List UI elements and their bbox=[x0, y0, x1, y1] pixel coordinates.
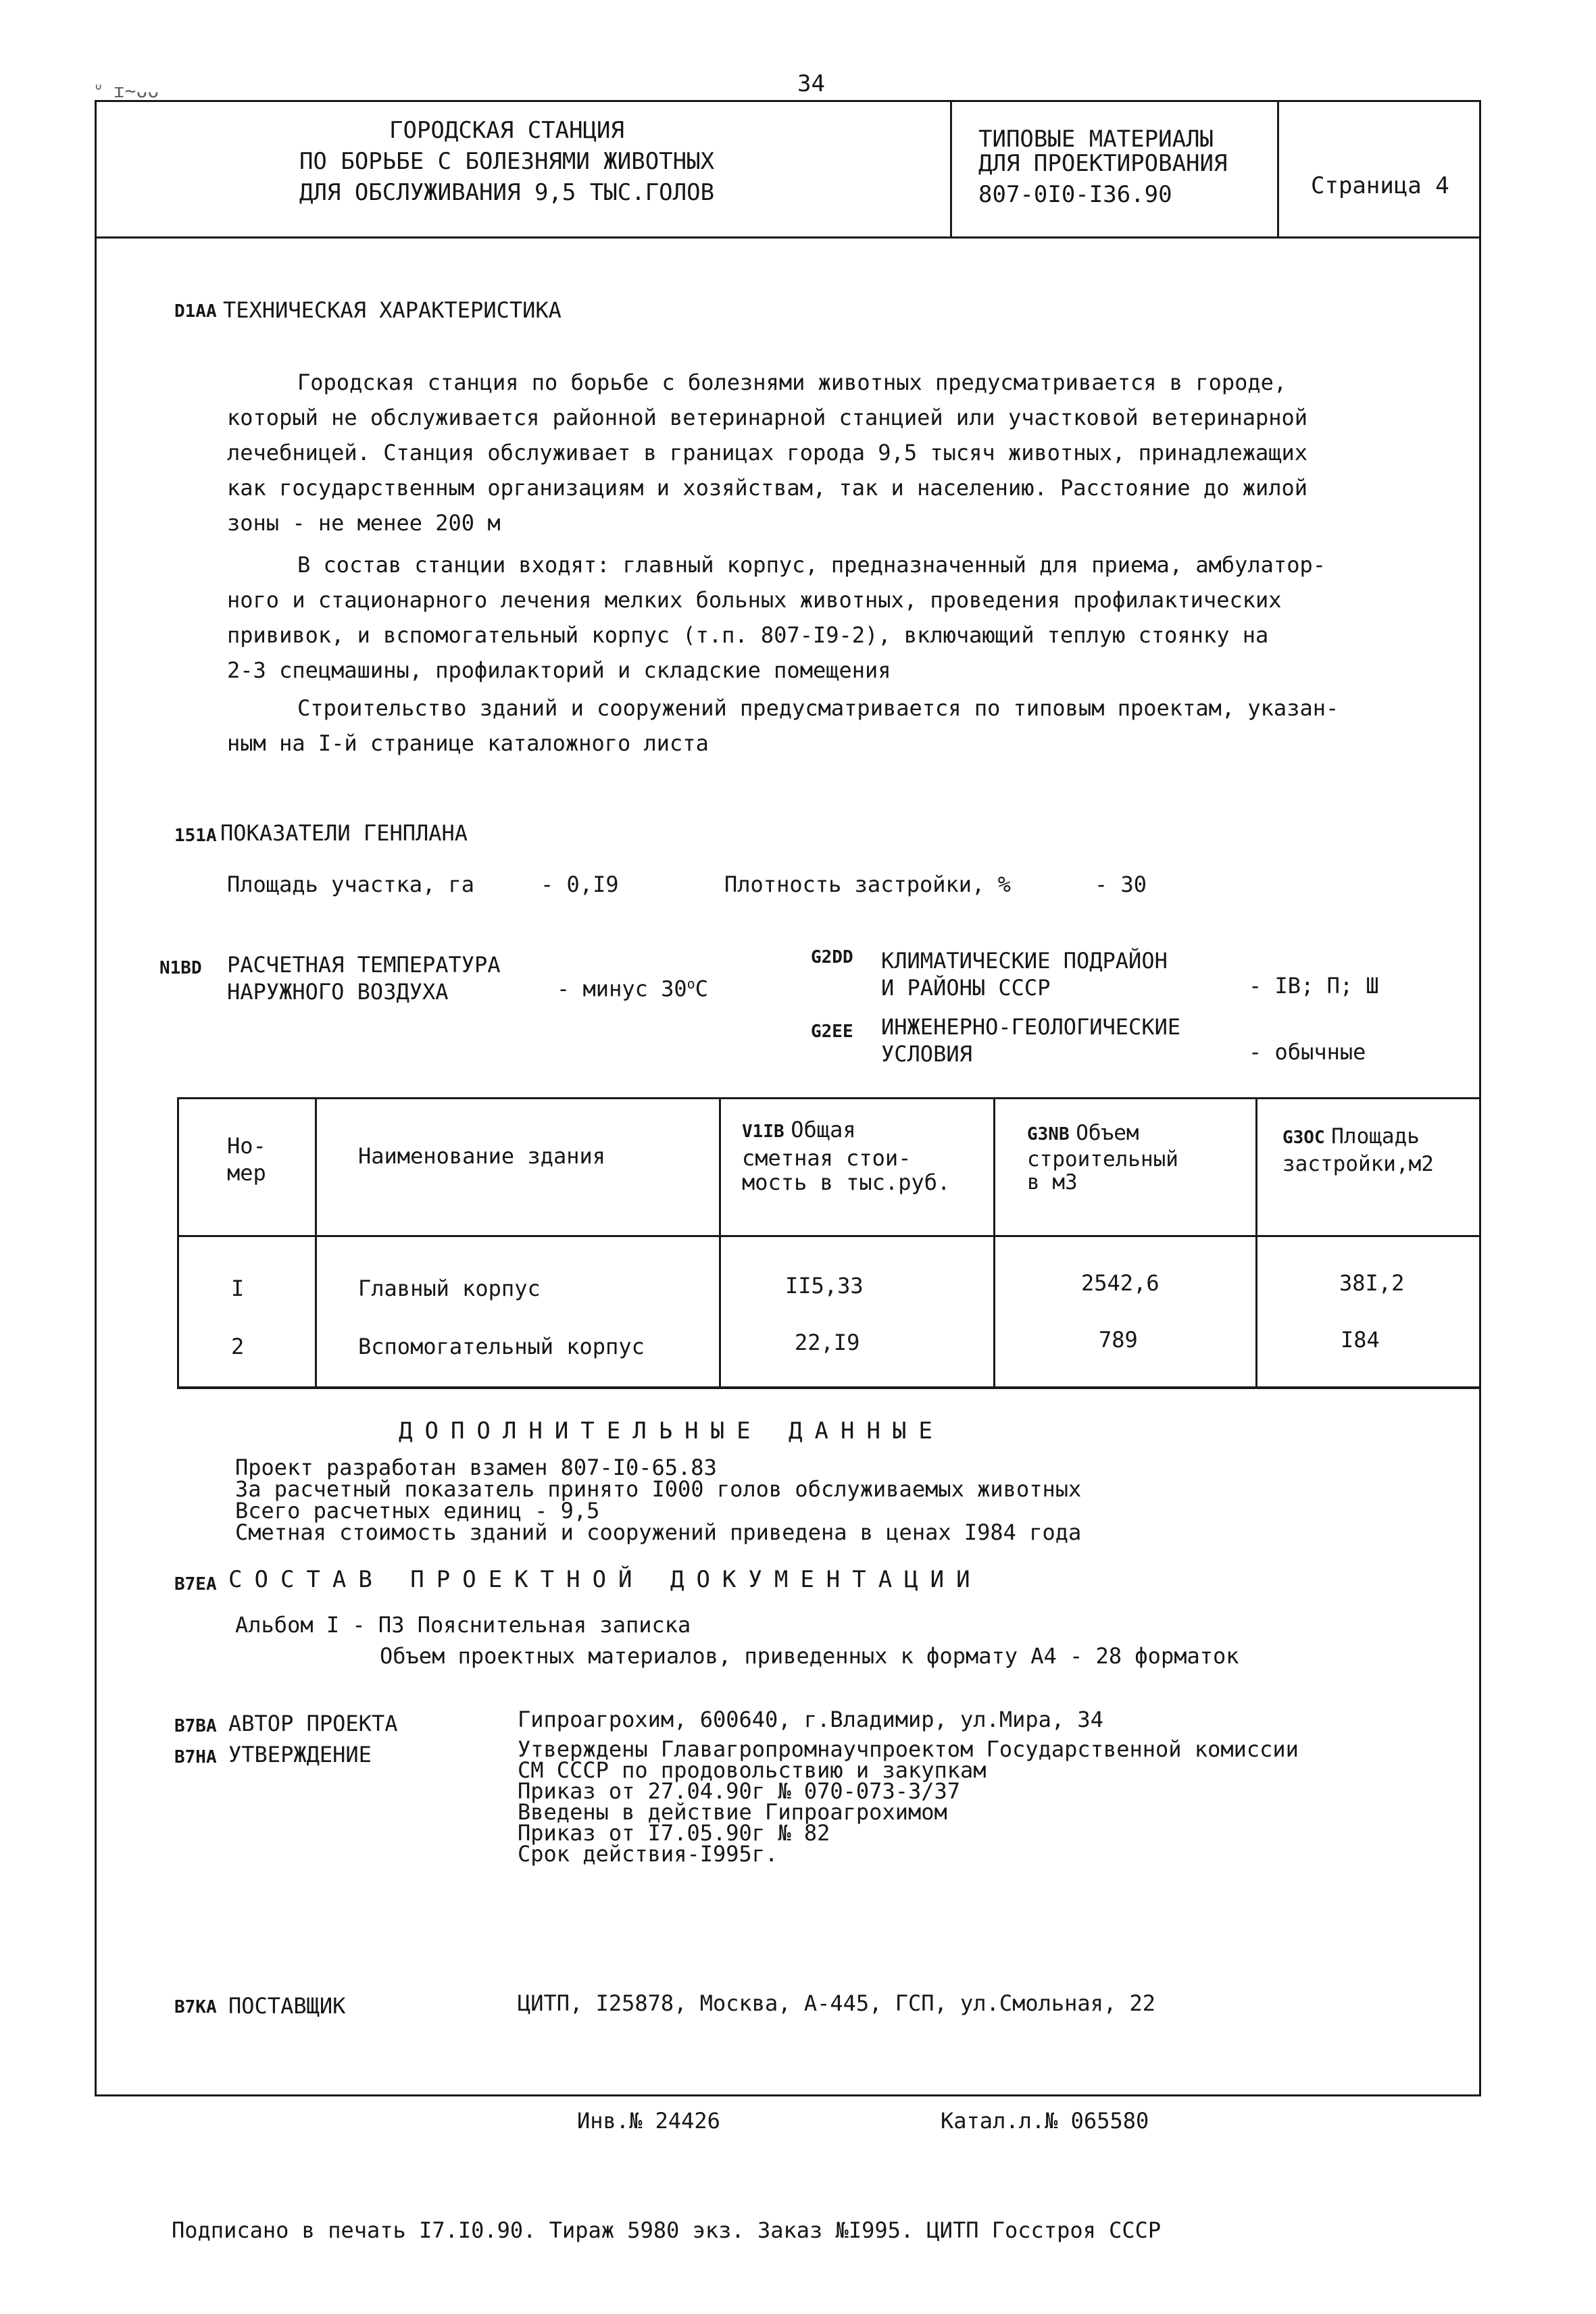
col-header-name: Наименование здания bbox=[358, 1143, 606, 1169]
text-line: зоны - не менее 200 м bbox=[227, 510, 501, 536]
table-cell-area: 38I,2 bbox=[1339, 1270, 1405, 1296]
table-border-top bbox=[177, 1097, 1481, 1099]
tech-code: D1AA bbox=[174, 301, 217, 322]
text-line: За расчетный показатель принято I000 голов обслуживаемых животных bbox=[235, 1476, 1082, 1502]
site-area-value: - 0,I9 bbox=[541, 872, 619, 897]
cost-code: V1IB bbox=[742, 1122, 784, 1142]
table-cell-name: Вспомогательный корпус bbox=[358, 1334, 645, 1359]
temp-value-text: - минус 30 bbox=[557, 976, 687, 1002]
text-line: В состав станции входят: главный корпус, предназначенный для приема, амбулатор- bbox=[297, 552, 1326, 578]
col-header-num bbox=[227, 1132, 266, 1186]
table-vline bbox=[993, 1097, 995, 1389]
table-vline bbox=[1255, 1097, 1257, 1389]
area-code: G3OC bbox=[1282, 1128, 1325, 1148]
table-vline bbox=[1479, 1097, 1481, 1389]
catalog-number: Катал.л.№ 065580 bbox=[941, 2108, 1149, 2134]
col-header-line: Площадь bbox=[1331, 1124, 1420, 1149]
col-header-volume bbox=[1027, 1122, 1178, 1194]
col-header-line: строительный bbox=[1027, 1147, 1178, 1172]
docs-volume-line: Объем проектных материалов, приведенных к формату А4 - 28 форматок bbox=[380, 1643, 1239, 1669]
text-line: который не обслуживается районной ветеринарной станцией или участковой ветеринарной bbox=[227, 405, 1308, 430]
text-line: Всего расчетных единиц - 9,5 bbox=[235, 1498, 600, 1524]
page-number: 34 bbox=[797, 70, 825, 97]
text-line: 2-3 спецмашины, профилакторий и складские помещения bbox=[227, 657, 891, 683]
col-header-line: в м3 bbox=[1027, 1170, 1078, 1194]
table-cell-name: Главный корпус bbox=[358, 1276, 541, 1301]
genplan-code: 151А bbox=[174, 826, 217, 846]
text-line: Городская станция по борьбе с болезнями животных предусматривается в городе, bbox=[297, 370, 1287, 395]
approval-code: B7HA bbox=[174, 1747, 217, 1767]
col-header-line: застройки,м2 bbox=[1282, 1152, 1434, 1176]
geology-label-line: ИНЖЕНЕРНО-ГЕОЛОГИЧЕСКИЕ bbox=[881, 1014, 1181, 1040]
subregion-label bbox=[881, 947, 1168, 1001]
header-vline-2 bbox=[1277, 100, 1279, 238]
temp-value bbox=[557, 976, 708, 1002]
col-header-line: сметная стои- bbox=[742, 1145, 912, 1171]
table-cell-cost: 22,I9 bbox=[795, 1330, 860, 1355]
header-vline-1 bbox=[950, 100, 952, 238]
temp-label-line: РАСЧЕТНАЯ ТЕМПЕРАТУРА bbox=[227, 952, 501, 978]
text-line: Сметная стоимость зданий и сооружений приведена в ценах I984 года bbox=[235, 1519, 1082, 1545]
table-border-bottom bbox=[177, 1386, 1481, 1389]
header-materials-line: ДЛЯ ПРОЕКТИРОВАНИЯ bbox=[978, 150, 1228, 177]
text-line: Проект разработан взамен 807-I0-65.83 bbox=[235, 1455, 717, 1480]
text-line: ного и стационарного лечения мелких больных животных, проведения профилактических bbox=[227, 587, 1282, 613]
temp-code: N1BD bbox=[159, 958, 202, 978]
docs-heading: СОСТАВ ПРОЕКТНОЙ ДОКУМЕНТАЦИИ bbox=[228, 1566, 982, 1593]
density-label: Плотность застройки, % bbox=[724, 872, 1011, 897]
genplan-heading: ПОКАЗАТЕЛИ ГЕНПЛАНА bbox=[220, 820, 468, 846]
header-divider bbox=[95, 236, 1481, 238]
geology-label bbox=[881, 1013, 1180, 1067]
tech-paragraph-1 bbox=[227, 365, 1307, 540]
tech-paragraph-3 bbox=[227, 690, 1339, 761]
temp-unit: С bbox=[695, 976, 708, 1002]
print-footer: Подписано в печать I7.I0.90. Тираж 5980 экз. Заказ №I995. ЦИТП Госстроя СССР bbox=[172, 2217, 1162, 2243]
col-header-line: Но- bbox=[227, 1133, 266, 1159]
col-header-line: мер bbox=[227, 1160, 266, 1186]
text-line: лечебницей. Станция обслуживает в границах города 9,5 тысяч животных, принадлежащих bbox=[227, 440, 1308, 466]
col-header-line: мость в тыс.руб. bbox=[742, 1169, 951, 1195]
author-label: АВТОР ПРОЕКТА bbox=[228, 1711, 398, 1736]
subregion-code: G2DD bbox=[811, 947, 853, 967]
supplier-label: ПОСТАВЩИК bbox=[228, 1993, 346, 2019]
col-header-line: Общая bbox=[791, 1117, 856, 1142]
table-vline bbox=[177, 1097, 179, 1389]
header-title-line: ГОРОДСКАЯ СТАНЦИЯ bbox=[389, 117, 624, 144]
text-line: Утверждены Главагропромнаучпроектом Государственной комиссии bbox=[518, 1736, 1299, 1762]
docs-album-line: Альбом I - ПЗ Пояснительная записка bbox=[235, 1612, 691, 1638]
table-cell-num: 2 bbox=[231, 1334, 245, 1359]
table-vline bbox=[719, 1097, 721, 1389]
table-cell-area: I84 bbox=[1341, 1327, 1380, 1353]
geology-label-line: УСЛОВИЯ bbox=[881, 1041, 972, 1067]
approval-lines bbox=[518, 1736, 1299, 1867]
supplier-value: ЦИТП, I25878, Москва, А-445, ГСП, ул.Смольная, 22 bbox=[518, 1990, 1156, 2016]
temp-label-line: НАРУЖНОГО ВОЗДУХА bbox=[227, 979, 449, 1005]
table-header-divider bbox=[177, 1235, 1481, 1237]
text-line: Срок действия-I995г. bbox=[518, 1841, 778, 1867]
page-label: Страница 4 bbox=[1311, 172, 1449, 199]
corner-mark: ᐡ ɪ∼ᴗᴗ bbox=[95, 80, 159, 102]
header-title bbox=[203, 115, 811, 208]
text-line: прививок, и вспомогательный корпус (т.п. 807-I9-2), включающий теплую стоянку на bbox=[227, 622, 1269, 648]
table-cell-volume: 2542,6 bbox=[1081, 1270, 1159, 1296]
subregion-label-line: И РАЙОНЫ СССР bbox=[881, 975, 1051, 1001]
subregion-label-line: КЛИМАТИЧЕСКИЕ ПОДРАЙОН bbox=[881, 948, 1168, 974]
col-header-cost bbox=[742, 1117, 950, 1194]
text-line: Приказ от I7.05.90г № 82 bbox=[518, 1820, 830, 1846]
header-materials-line: ТИПОВЫЕ МАТЕРИАЛЫ bbox=[978, 126, 1214, 153]
geology-value: - обычные bbox=[1249, 1039, 1366, 1065]
text-line: Строительство зданий и сооружений предусматривается по типовым проектам, указан- bbox=[297, 695, 1339, 721]
text-line: как государственным организациям и хозяйствам, так и населению. Расстояние до жилой bbox=[227, 475, 1308, 501]
extra-heading: ДОПОЛНИТЕЛЬНЫЕ ДАННЫЕ bbox=[399, 1417, 945, 1444]
tech-paragraph-2 bbox=[227, 547, 1326, 688]
density-value: - 30 bbox=[1095, 872, 1147, 897]
header-title-line: ДЛЯ ОБСЛУЖИВАНИЯ 9,5 ТЫС.ГОЛОВ bbox=[299, 179, 715, 206]
text-line: Приказ от 27.04.90г № 070-073-3/37 bbox=[518, 1778, 961, 1804]
text-line: ным на I-й странице каталожного листа bbox=[227, 730, 709, 756]
volume-code: G3NB bbox=[1027, 1124, 1070, 1145]
approval-label: УТВЕРЖДЕНИЕ bbox=[228, 1742, 372, 1767]
site-area-label: Площадь участка, га bbox=[227, 872, 475, 897]
supplier-code: B7KA bbox=[174, 1997, 217, 2017]
degree-sign: о bbox=[687, 976, 695, 992]
table-cell-cost: II5,33 bbox=[785, 1273, 864, 1299]
col-header-line: Объем bbox=[1076, 1121, 1139, 1145]
inventory-number: Инв.№ 24426 bbox=[577, 2108, 720, 2134]
table-cell-num: I bbox=[231, 1276, 245, 1301]
table-vline bbox=[315, 1097, 317, 1389]
text-line: СМ СССР по продовольствию и закупкам bbox=[518, 1757, 987, 1783]
col-header-area bbox=[1282, 1124, 1434, 1176]
subregion-value: - IВ; П; Ш bbox=[1249, 973, 1379, 999]
header-title-line: ПО БОРЬБЕ С БОЛЕЗНЯМИ ЖИВОТНЫХ bbox=[299, 148, 715, 175]
extra-lines bbox=[235, 1457, 1081, 1543]
author-value: Гипроагрохим, 600640, г.Владимир, ул.Мира, 34 bbox=[518, 1707, 1103, 1732]
author-code: B7BA bbox=[174, 1716, 217, 1736]
geology-code: G2EE bbox=[811, 1022, 853, 1042]
text-line: Введены в действие Гипроагрохимом bbox=[518, 1799, 947, 1825]
temp-label bbox=[227, 951, 501, 1005]
docs-code: B7EA bbox=[174, 1574, 217, 1594]
table-cell-volume: 789 bbox=[1099, 1327, 1138, 1353]
header-materials-code: 807-0I0-I36.90 bbox=[978, 181, 1172, 208]
header-materials bbox=[959, 127, 1277, 207]
tech-heading: ТЕХНИЧЕСКАЯ ХАРАКТЕРИСТИКА bbox=[223, 297, 562, 323]
